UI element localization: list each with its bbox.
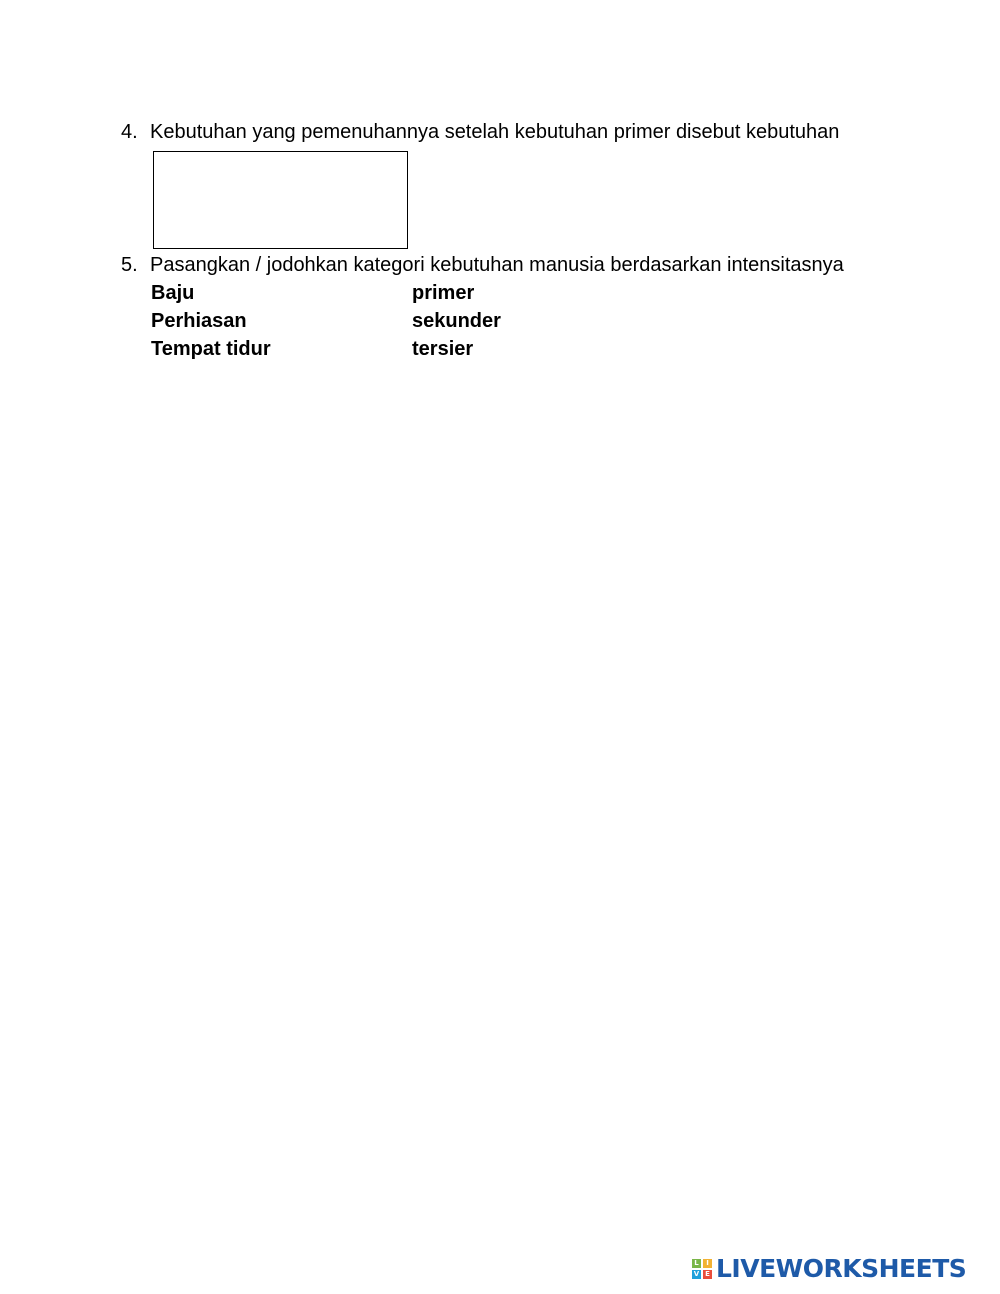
logo-text: LIVEWORKSHEETS [716, 1254, 967, 1283]
question-number: 5. [121, 254, 138, 276]
logo-letter: I [703, 1259, 712, 1268]
question-4 [121, 120, 901, 144]
match-right-item[interactable]: primer [412, 282, 475, 304]
logo-letter: V [693, 1270, 700, 1278]
match-left-item[interactable]: Tempat tidur [151, 338, 271, 360]
question-5 [121, 253, 901, 277]
answer-input-box[interactable] [153, 151, 408, 249]
question-number: 4. [121, 121, 138, 143]
match-left-item[interactable]: Baju [151, 282, 195, 304]
logo-letter: L [692, 1259, 701, 1268]
question-text: Pasangkan / jodohkan kategori kebutuhan manusia berdasarkan intensitasnya [150, 254, 844, 276]
match-right-item[interactable]: sekunder [412, 310, 501, 332]
match-right-item[interactable]: tersier [412, 338, 474, 360]
liveworksheets-logo [692, 1254, 966, 1284]
match-left-item[interactable]: Perhiasan [151, 310, 247, 332]
logo-letter: E [703, 1270, 712, 1279]
logo-mark-icon [692, 1259, 712, 1279]
question-text: Kebutuhan yang pemenuhannya setelah kebutuhan primer disebut kebutuhan [150, 121, 840, 143]
